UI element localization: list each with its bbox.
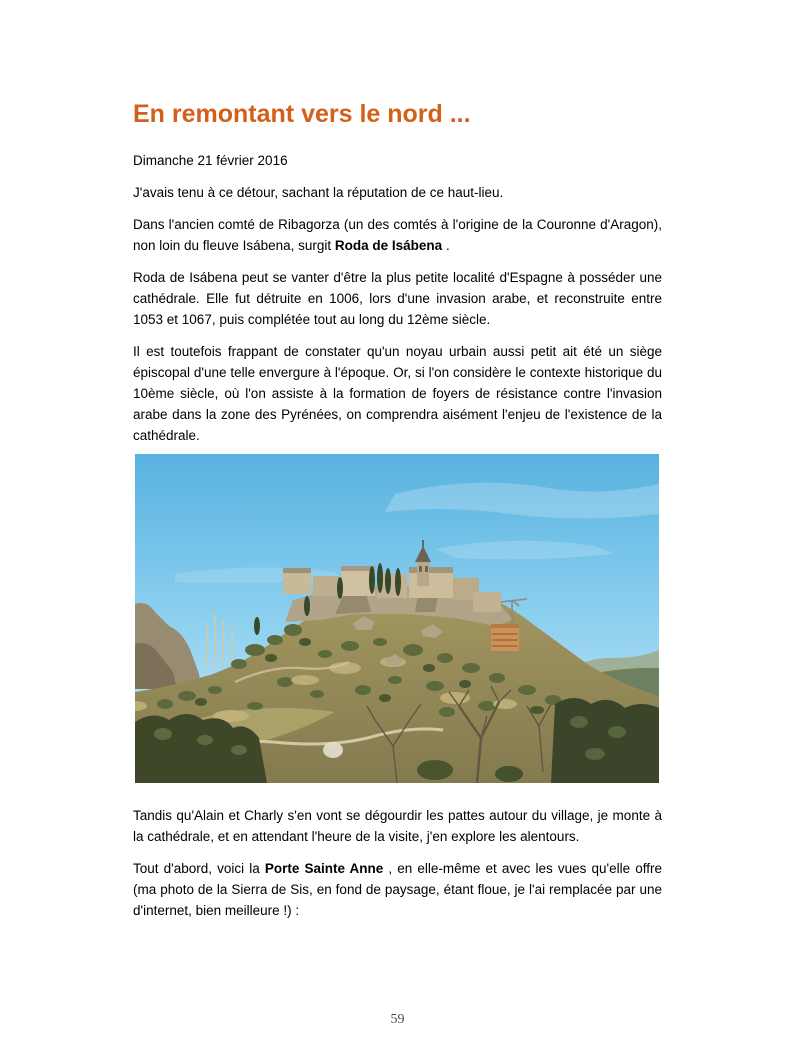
pale-blossom-patch <box>323 742 343 758</box>
bold-porte-sainte-anne: Porte Sainte Anne <box>264 861 384 876</box>
village-photo <box>135 454 659 783</box>
paragraph-porte-end: , en elle-même et avec les vues qu'elle offre (ma photo de la Sierra de Sis, en fond de paysage, étant floue, je l'ai remplacée par une d'internet, bien meilleure !) : <box>133 861 662 918</box>
paragraph-ribagorza-end: . <box>442 238 450 253</box>
paragraph-intro: J'avais tenu à ce détour, sachant la réputation de ce haut-lieu. <box>133 185 504 200</box>
page-content <box>133 0 662 921</box>
paragraph-ribagorza-text: Dans l'ancien comté de Ribagorza (un des comtés à l'origine de la Couronne d'Aragon), non loin du fleuve Isábena, surgit <box>133 217 662 253</box>
paragraph-ribagorza <box>133 214 662 256</box>
orange-building <box>491 624 519 651</box>
foreground-bush <box>417 760 453 780</box>
paragraph-porte-sainte-anne <box>133 858 662 921</box>
paragraph-alain-charly: Tandis qu'Alain et Charly s'en vont se dégourdir les pattes autour du village, je monte à la cathédrale, et en attendant l'heure de la visite, j'en explore les alentours. <box>133 808 662 844</box>
bold-roda-de-isabena: Roda de Isábena <box>334 238 443 253</box>
paragraph-cathedrale: Roda de Isábena peut se vanter d'être la plus petite localité d'Espagne à posséder une cathédrale. Elle fut détruite en 1006, lors d'une invasion arabe, et reconstruite entre 1053 et 1067, puis complétée tout au long du 12ème siècle. <box>133 270 662 327</box>
foreground-bush-2 <box>495 766 523 782</box>
page-title: En remontant vers le nord ... <box>133 100 471 128</box>
page-number: 59 <box>390 1012 405 1027</box>
hilltop-village-illustration <box>135 454 659 783</box>
paragraph-contexte-historique: Il est toutefois frappant de constater qu'un noyau urbain aussi petit ait été un siège épiscopal d'une telle envergure à l'époque. Or, si l'on considère le contexte historique du 10ème siècle, où l'on assiste à la formation de foyers de résistance contre l'invasion arabe dans la zone des Pyrénées, on comprendra aisément l'enjeu de l'existence de la cathédrale. <box>133 344 662 443</box>
foreground-trees-right <box>551 698 659 783</box>
paragraph-porte-text: Tout d'abord, voici la <box>133 861 265 876</box>
date-line: Dimanche 21 février 2016 <box>133 153 288 168</box>
